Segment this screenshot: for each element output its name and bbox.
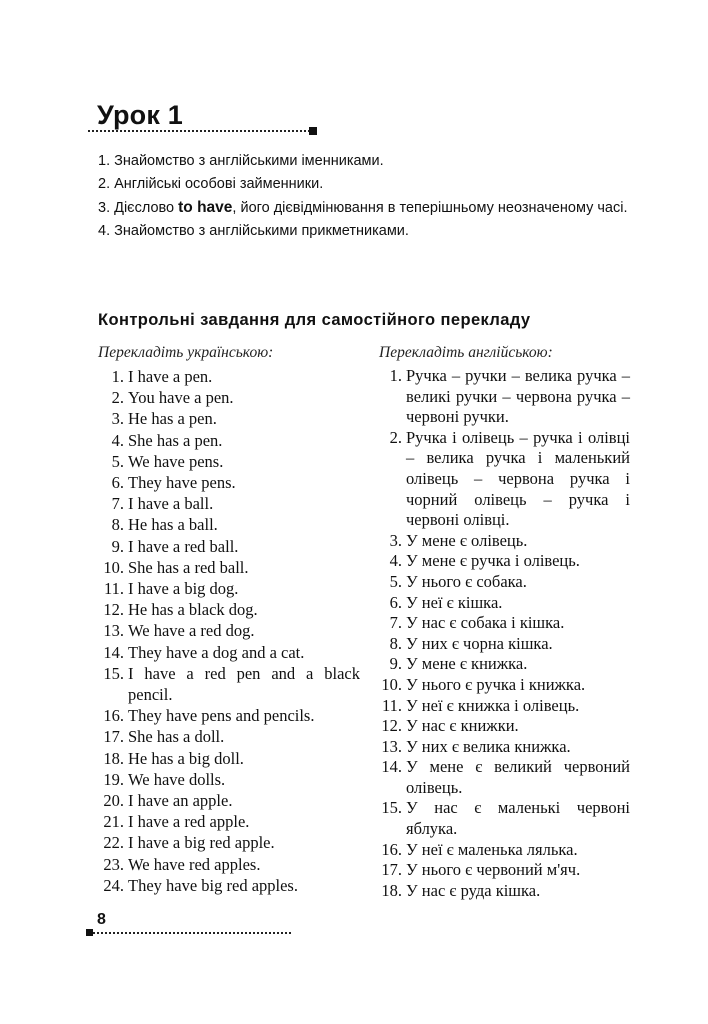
topic-number: 4. (98, 223, 111, 239)
exercise-item (376, 860, 630, 881)
exercise-item (98, 472, 360, 493)
section-heading: Контрольні завдання для самостійного перекладу (98, 311, 531, 329)
exercise-number: 1. (389, 366, 402, 385)
exercise-item (376, 798, 630, 839)
exercise-text: I have a big red apple. (128, 833, 275, 853)
topic-item (98, 222, 638, 241)
exercise-number: 6. (111, 473, 124, 493)
exercise-number: 13. (103, 621, 124, 641)
exercise-item (98, 493, 360, 514)
exercise-item (376, 593, 630, 614)
exercise-item (98, 663, 360, 705)
exercise-text: У нього є червоний м'яч. (406, 860, 581, 880)
exercise-number: 18. (103, 748, 124, 768)
exercise-text: We have pens. (128, 451, 224, 471)
exercise-item (98, 408, 360, 429)
exercise-text: У нього є ручка і книжка. (406, 674, 586, 694)
exercise-number: 4. (111, 430, 124, 450)
exercise-text: Ручка і олівець – ручка і олівці – велика ручка і маленький олівець – червона ручка і чорний олівець – ручка і червоні олівці. (406, 427, 630, 530)
exercise-text: I have a red pen and a black pencil. (128, 663, 360, 705)
exercise-number: 15. (381, 798, 402, 818)
exercise-item (98, 366, 360, 387)
exercise-text: We have a red dog. (128, 621, 255, 641)
exercise-item (376, 428, 630, 531)
exercise-item (376, 757, 630, 798)
exercise-number: 5. (111, 451, 124, 471)
exercise-text: We have dolls. (128, 769, 226, 789)
topic-number: 3. (98, 200, 111, 216)
topic-number: 1. (98, 153, 111, 169)
exercise-number: 11. (103, 579, 124, 599)
right-column-instruction: Перекладіть англійською: (379, 344, 553, 361)
exercise-number: 16. (103, 706, 124, 726)
exercise-text: У нас є книжки. (406, 716, 519, 736)
exercise-number: 15. (103, 663, 124, 683)
exercise-item (98, 748, 360, 769)
exercise-text: У мене є ручка і олівець. (406, 551, 580, 571)
exercise-text: I have a red apple. (128, 812, 250, 832)
exercise-number: 13. (381, 736, 402, 756)
exercise-text: You have a pen. (128, 388, 234, 408)
exercise-number: 9. (389, 654, 402, 674)
topic-text: Англійські особові займенники. (114, 176, 324, 192)
exercise-number: 10. (103, 557, 124, 577)
exercise-text: He has a big doll. (128, 748, 244, 768)
topic-item (98, 152, 638, 171)
exercise-number: 4. (389, 551, 402, 571)
exercise-text: He has a ball. (128, 515, 218, 535)
exercise-number: 8. (389, 633, 402, 653)
exercise-number: 20. (103, 791, 124, 811)
exercise-number: 22. (103, 833, 124, 853)
exercise-number: 18. (381, 880, 402, 900)
exercise-text: У неї є кішка. (406, 592, 503, 612)
lesson-title: Урок 1 (97, 100, 183, 130)
exercise-item (376, 366, 630, 428)
exercise-number: 19. (103, 769, 124, 789)
exercise-text: I have a red ball. (128, 536, 239, 556)
exercise-text: They have pens and pencils. (128, 706, 315, 726)
exercise-number: 11. (381, 695, 402, 715)
english-sentences-list (98, 366, 360, 896)
footer-square (86, 929, 93, 936)
exercise-number: 1. (111, 367, 124, 386)
exercise-text: He has a black dog. (128, 600, 258, 620)
ukrainian-sentences-list (376, 366, 630, 901)
exercise-item (376, 737, 630, 758)
exercise-item (98, 790, 360, 811)
exercise-text: They have a dog and a cat. (128, 642, 305, 662)
exercise-number: 10. (381, 674, 402, 694)
exercise-item (98, 875, 360, 896)
exercise-text: They have pens. (128, 473, 236, 493)
exercise-number: 8. (111, 515, 124, 535)
exercise-item (376, 551, 630, 572)
exercise-number: 3. (111, 409, 124, 429)
exercise-number: 14. (103, 642, 124, 662)
topic-item (98, 175, 638, 194)
exercise-text: She has a red ball. (128, 557, 249, 577)
exercise-item (98, 451, 360, 472)
topic-text: Знайомство з англійськими прикметниками. (114, 223, 409, 239)
exercise-text: I have an apple. (128, 791, 233, 811)
exercise-text: У них є велика книжка. (406, 736, 571, 756)
exercise-item (376, 696, 630, 717)
exercise-number: 24. (103, 875, 124, 895)
exercise-item (98, 578, 360, 599)
exercise-item (98, 557, 360, 578)
exercise-text: They have big red apples. (128, 875, 298, 895)
exercise-text: I have a ball. (128, 494, 214, 514)
exercise-text: У нас є собака і кішка. (406, 613, 565, 633)
exercise-item (376, 572, 630, 593)
topic-text-before: Дієслово (114, 200, 179, 216)
exercise-item (98, 536, 360, 557)
exercise-number: 16. (381, 839, 402, 859)
exercise-text: У мене є олівець. (406, 530, 528, 550)
exercise-text: У мене є книжка. (406, 654, 528, 674)
exercise-text: У неї є маленька лялька. (406, 839, 578, 859)
exercise-number: 7. (389, 613, 402, 633)
exercise-item (98, 832, 360, 853)
exercise-number: 21. (103, 812, 124, 832)
exercise-item (376, 881, 630, 902)
exercise-text: She has a pen. (128, 430, 223, 450)
exercise-number: 17. (103, 727, 124, 747)
exercise-text: У нас є маленькі червоні яблука. (406, 798, 630, 839)
topic-number: 2. (98, 176, 111, 192)
exercise-item (98, 811, 360, 832)
exercise-text: I have a pen. (128, 367, 213, 386)
topic-text-after: , його дієвідмінювання в теперішньому неозначеному часі. (232, 200, 628, 216)
exercise-number: 6. (389, 592, 402, 612)
exercise-item (98, 430, 360, 451)
topic-item (98, 198, 638, 218)
exercise-number: 5. (389, 571, 402, 591)
exercise-item (376, 675, 630, 696)
left-column-instruction: Перекладіть українською: (98, 344, 274, 361)
exercise-number: 2. (389, 427, 402, 447)
exercise-item (98, 726, 360, 747)
exercise-text: He has a pen. (128, 409, 217, 429)
exercise-item (376, 531, 630, 552)
exercise-text: I have a big dog. (128, 579, 239, 599)
exercise-number: 12. (103, 600, 124, 620)
exercise-item (376, 840, 630, 861)
exercise-item (98, 854, 360, 875)
exercise-item (376, 634, 630, 655)
exercise-item (98, 642, 360, 663)
exercise-number: 14. (381, 757, 402, 777)
exercise-number: 9. (111, 536, 124, 556)
exercise-text: У мене є великий червоний олівець. (406, 757, 630, 797)
exercise-text: У нього є собака. (406, 571, 527, 591)
exercise-text: She has a doll. (128, 727, 225, 747)
exercise-number: 7. (111, 494, 124, 514)
exercise-item (376, 654, 630, 675)
exercise-text: Ручка – ручки – велика ручка – великі ручки – червона ручка – червоні ручки. (406, 366, 630, 427)
exercise-number: 17. (381, 860, 402, 880)
page-number: 8 (97, 911, 106, 928)
exercise-number: 2. (111, 388, 124, 408)
exercise-number: 23. (103, 854, 124, 874)
exercise-text: У них є чорна кішка. (406, 633, 553, 653)
exercise-item (98, 769, 360, 790)
exercise-item (376, 613, 630, 634)
exercise-item (98, 620, 360, 641)
exercise-item (376, 716, 630, 737)
exercise-text: We have red apples. (128, 854, 261, 874)
exercise-text: У нас є руда кішка. (406, 880, 541, 900)
exercise-item (98, 599, 360, 620)
topic-keyword: to have (178, 199, 233, 216)
exercise-text: У неї є книжка і олівець. (406, 695, 580, 715)
lesson-topics-list (98, 152, 638, 245)
exercise-number: 12. (381, 716, 402, 736)
footer-dotted-rule (93, 932, 291, 934)
title-rule-end-square (309, 127, 317, 135)
topic-text: Знайомство з англійськими іменниками. (114, 153, 384, 169)
exercise-item (98, 705, 360, 726)
exercise-number: 3. (389, 530, 402, 550)
exercise-item (98, 514, 360, 535)
exercise-item (98, 387, 360, 408)
title-dotted-rule (88, 130, 310, 132)
